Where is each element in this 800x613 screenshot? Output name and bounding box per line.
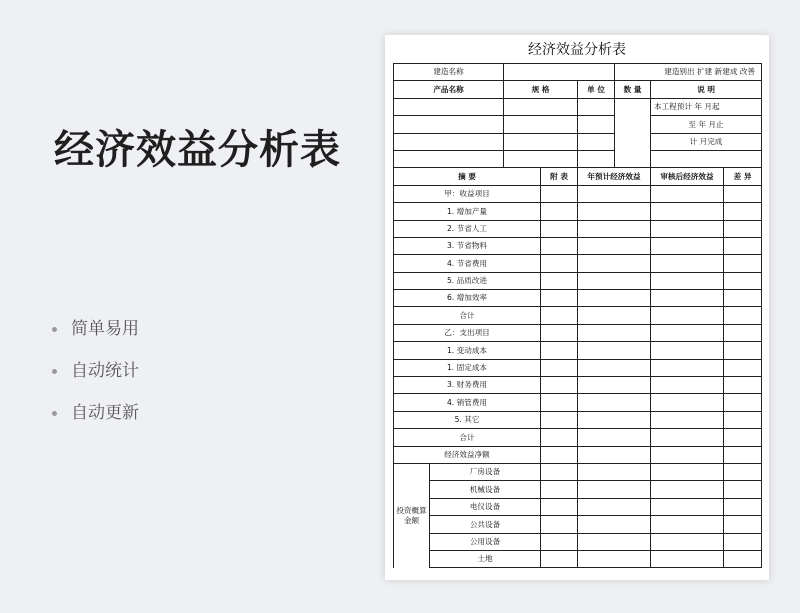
feature-list xyxy=(52,308,139,434)
audited-benefit-cell[interactable] xyxy=(651,498,724,515)
table-row xyxy=(394,463,762,480)
difference-cell[interactable] xyxy=(724,290,762,307)
difference-cell[interactable] xyxy=(724,203,762,220)
annual-benefit-cell[interactable] xyxy=(578,411,651,428)
annual-benefit-cell[interactable] xyxy=(578,272,651,289)
table-cell[interactable] xyxy=(394,116,504,133)
table-cell[interactable] xyxy=(578,150,615,167)
annual-benefit-cell[interactable] xyxy=(578,516,651,533)
annual-benefit-cell[interactable] xyxy=(578,377,651,394)
audited-benefit-cell[interactable] xyxy=(651,533,724,550)
attachment-cell[interactable] xyxy=(541,359,578,376)
investment-item: 电仪设备 xyxy=(430,498,541,515)
investment-item: 公共设备 xyxy=(430,516,541,533)
audited-benefit-cell[interactable] xyxy=(651,255,724,272)
difference-cell[interactable] xyxy=(724,429,762,446)
row-label: 2. 节省人工 xyxy=(394,220,541,237)
row-label: 4. 销管费用 xyxy=(394,394,541,411)
product-name-header: 产品名称 xyxy=(394,81,504,98)
attachment-cell[interactable] xyxy=(541,481,578,498)
table-row xyxy=(394,98,762,115)
audited-benefit-header: 审核后经济效益 xyxy=(651,168,724,185)
annual-benefit-header: 年预计经济效益 xyxy=(578,168,651,185)
difference-cell[interactable] xyxy=(724,220,762,237)
table-row xyxy=(394,533,762,550)
note-header: 说 明 xyxy=(651,81,762,98)
table-row xyxy=(394,272,762,289)
difference-cell[interactable] xyxy=(724,516,762,533)
quantity-header: 数 量 xyxy=(615,81,651,98)
table-row xyxy=(394,116,762,133)
attachment-cell[interactable] xyxy=(541,377,578,394)
attachment-cell[interactable] xyxy=(541,324,578,341)
audited-benefit-cell[interactable] xyxy=(651,481,724,498)
difference-cell[interactable] xyxy=(724,359,762,376)
table-cell[interactable] xyxy=(578,98,615,115)
table-cell[interactable] xyxy=(504,116,578,133)
annual-benefit-cell[interactable] xyxy=(578,342,651,359)
difference-header: 差 异 xyxy=(724,168,762,185)
attachment-header: 附 表 xyxy=(541,168,578,185)
table-row xyxy=(394,133,762,150)
table-cell[interactable] xyxy=(651,150,762,167)
audited-benefit-cell[interactable] xyxy=(651,463,724,480)
row-label: 3. 节省物料 xyxy=(394,237,541,254)
table-cell[interactable] xyxy=(578,133,615,150)
sheet-title: 经济效益分析表 xyxy=(528,42,626,58)
project-name-cell[interactable] xyxy=(504,64,615,81)
feature-item xyxy=(52,308,139,350)
annual-benefit-cell[interactable] xyxy=(578,324,651,341)
investment-item: 厂房设备 xyxy=(430,463,541,480)
bullet-dot-icon xyxy=(52,411,57,416)
feature-item xyxy=(52,392,139,434)
row-label: 1. 变动成本 xyxy=(394,342,541,359)
table-row xyxy=(394,290,762,307)
annual-benefit-cell[interactable] xyxy=(578,463,651,480)
table-row xyxy=(394,342,762,359)
attachment-cell[interactable] xyxy=(541,307,578,324)
table-row xyxy=(394,150,762,167)
table-row xyxy=(394,185,762,202)
annual-benefit-cell[interactable] xyxy=(578,307,651,324)
difference-cell[interactable] xyxy=(724,498,762,515)
table-row xyxy=(394,516,762,533)
difference-cell[interactable] xyxy=(724,481,762,498)
annual-benefit-cell[interactable] xyxy=(578,237,651,254)
audited-benefit-cell[interactable] xyxy=(651,446,724,463)
audited-benefit-cell[interactable] xyxy=(651,550,724,567)
row-label: 乙：支出项目 xyxy=(394,324,541,341)
row-label: 4. 节省费用 xyxy=(394,255,541,272)
attachment-cell[interactable] xyxy=(541,220,578,237)
audited-benefit-cell[interactable] xyxy=(651,377,724,394)
annual-benefit-cell[interactable] xyxy=(578,394,651,411)
table-row xyxy=(394,220,762,237)
difference-cell[interactable] xyxy=(724,463,762,480)
row-label: 5. 品质改进 xyxy=(394,272,541,289)
table-row xyxy=(394,429,762,446)
feature-item xyxy=(52,350,139,392)
difference-cell[interactable] xyxy=(724,411,762,428)
summary-header: 摘 要 xyxy=(394,168,541,185)
annual-benefit-cell[interactable] xyxy=(578,255,651,272)
table-cell[interactable] xyxy=(504,133,578,150)
item-rows xyxy=(394,185,762,463)
attachment-cell[interactable] xyxy=(541,446,578,463)
table-row xyxy=(394,81,762,98)
table-cell[interactable] xyxy=(394,133,504,150)
audited-benefit-cell[interactable] xyxy=(651,272,724,289)
table-row xyxy=(394,377,762,394)
attachment-cell[interactable] xyxy=(541,255,578,272)
schedule-total: 计 月完成 xyxy=(651,133,762,150)
audited-benefit-cell[interactable] xyxy=(651,324,724,341)
annual-benefit-cell[interactable] xyxy=(578,550,651,567)
analysis-table xyxy=(393,63,762,568)
annual-benefit-cell[interactable] xyxy=(578,481,651,498)
attachment-cell[interactable] xyxy=(541,411,578,428)
table-row xyxy=(394,324,762,341)
attachment-cell[interactable] xyxy=(541,290,578,307)
difference-cell[interactable] xyxy=(724,342,762,359)
investment-rows xyxy=(394,463,762,567)
audited-benefit-cell[interactable] xyxy=(651,307,724,324)
annual-benefit-cell[interactable] xyxy=(578,446,651,463)
audited-benefit-cell[interactable] xyxy=(651,359,724,376)
table-row xyxy=(394,307,762,324)
audited-benefit-cell[interactable] xyxy=(651,220,724,237)
table-cell[interactable] xyxy=(394,98,504,115)
difference-cell[interactable] xyxy=(724,446,762,463)
feature-label: 自动更新 xyxy=(71,403,139,423)
table-row xyxy=(394,411,762,428)
annual-benefit-cell[interactable] xyxy=(578,220,651,237)
project-name-label: 建造名称 xyxy=(394,64,504,81)
audited-benefit-cell[interactable] xyxy=(651,429,724,446)
feature-label: 自动统计 xyxy=(71,361,139,381)
row-label: 1. 增加产量 xyxy=(394,203,541,220)
page-title: 经济效益分析表 xyxy=(54,127,341,173)
difference-cell[interactable] xyxy=(724,237,762,254)
annual-benefit-cell[interactable] xyxy=(578,498,651,515)
row-label: 合计 xyxy=(394,429,541,446)
bullet-dot-icon xyxy=(52,327,57,332)
table-cell[interactable] xyxy=(578,116,615,133)
difference-cell[interactable] xyxy=(724,394,762,411)
difference-cell[interactable] xyxy=(724,550,762,567)
row-label: 6. 增加效率 xyxy=(394,290,541,307)
annual-benefit-cell[interactable] xyxy=(578,429,651,446)
attachment-cell[interactable] xyxy=(541,185,578,202)
annual-benefit-cell[interactable] xyxy=(578,533,651,550)
spreadsheet-preview xyxy=(385,35,769,580)
investment-item: 机械设备 xyxy=(430,481,541,498)
audited-benefit-cell[interactable] xyxy=(651,342,724,359)
schedule-start: 本工程预计 年 月起 xyxy=(651,98,762,115)
investment-item: 土地 xyxy=(430,550,541,567)
audited-benefit-cell[interactable] xyxy=(651,237,724,254)
table-row xyxy=(394,359,762,376)
annual-benefit-cell[interactable] xyxy=(578,359,651,376)
row-label: 经济效益净额 xyxy=(394,446,541,463)
attachment-cell[interactable] xyxy=(541,516,578,533)
project-type-options: 建造别出 扩建 新建成 改善 xyxy=(615,64,762,81)
quantity-cell[interactable] xyxy=(615,98,651,168)
attachment-cell[interactable] xyxy=(541,237,578,254)
row-label: 3. 财务费用 xyxy=(394,377,541,394)
row-label: 合计 xyxy=(394,307,541,324)
table-cell[interactable] xyxy=(504,98,578,115)
table-cell[interactable] xyxy=(394,150,504,167)
difference-cell[interactable] xyxy=(724,255,762,272)
table-row xyxy=(394,64,762,81)
schedule-end: 至 年 月止 xyxy=(651,116,762,133)
audited-benefit-cell[interactable] xyxy=(651,185,724,202)
attachment-cell[interactable] xyxy=(541,498,578,515)
difference-cell[interactable] xyxy=(724,307,762,324)
attachment-cell[interactable] xyxy=(541,394,578,411)
annual-benefit-cell[interactable] xyxy=(578,203,651,220)
attachment-cell[interactable] xyxy=(541,429,578,446)
attachment-cell[interactable] xyxy=(541,533,578,550)
annual-benefit-cell[interactable] xyxy=(578,290,651,307)
audited-benefit-cell[interactable] xyxy=(651,290,724,307)
attachment-cell[interactable] xyxy=(541,272,578,289)
difference-cell[interactable] xyxy=(724,324,762,341)
attachment-cell[interactable] xyxy=(541,463,578,480)
difference-cell[interactable] xyxy=(724,533,762,550)
feature-label: 简单易用 xyxy=(71,319,139,339)
row-label: 甲：收益项目 xyxy=(394,185,541,202)
table-row xyxy=(394,481,762,498)
table-row xyxy=(394,446,762,463)
unit-header: 单 位 xyxy=(578,81,615,98)
investment-item: 公用设备 xyxy=(430,533,541,550)
table-row xyxy=(394,203,762,220)
difference-cell[interactable] xyxy=(724,272,762,289)
difference-cell[interactable] xyxy=(724,377,762,394)
annual-benefit-cell[interactable] xyxy=(578,185,651,202)
table-cell[interactable] xyxy=(504,150,578,167)
row-label: 1. 固定成本 xyxy=(394,359,541,376)
table-row xyxy=(394,168,762,185)
audited-benefit-cell[interactable] xyxy=(651,411,724,428)
attachment-cell[interactable] xyxy=(541,342,578,359)
table-row xyxy=(394,237,762,254)
table-row xyxy=(394,498,762,515)
audited-benefit-cell[interactable] xyxy=(651,516,724,533)
difference-cell[interactable] xyxy=(724,185,762,202)
row-label: 5. 其它 xyxy=(394,411,541,428)
spec-header: 规 格 xyxy=(504,81,578,98)
table-row xyxy=(394,255,762,272)
bullet-dot-icon xyxy=(52,369,57,374)
audited-benefit-cell[interactable] xyxy=(651,203,724,220)
audited-benefit-cell[interactable] xyxy=(651,394,724,411)
table-row xyxy=(394,550,762,567)
investment-label: 投资概算金额 xyxy=(394,463,430,567)
table-row xyxy=(394,394,762,411)
attachment-cell[interactable] xyxy=(541,550,578,567)
attachment-cell[interactable] xyxy=(541,203,578,220)
